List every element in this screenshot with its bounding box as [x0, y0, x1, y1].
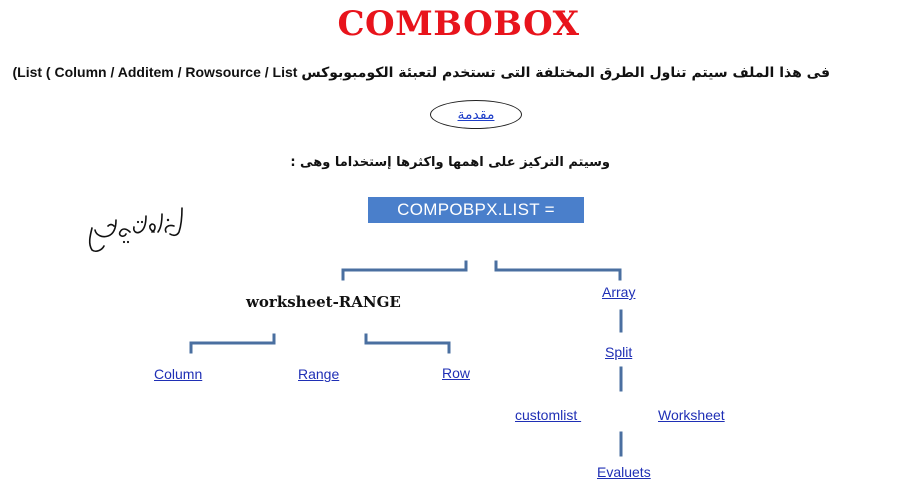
- connector-root-left: [343, 262, 466, 279]
- intro-methods: (List ( Column / Additem / Rowsource / List: [12, 64, 298, 80]
- intro-link-button[interactable]: مقدمة: [430, 100, 522, 129]
- range-link[interactable]: Range: [298, 366, 340, 382]
- split-link[interactable]: Split: [605, 344, 633, 360]
- worksheet-range-node: worksheet-RANGE: [246, 293, 401, 311]
- customlist-link[interactable]: customlist: [515, 407, 582, 423]
- intro-text: [12, 64, 830, 81]
- array-link[interactable]: Array: [602, 284, 636, 300]
- connector-column-range: [191, 335, 274, 352]
- evaluets-link[interactable]: Evaluets: [597, 464, 651, 480]
- page-title: COMBOBOX: [337, 4, 580, 44]
- worksheet-link[interactable]: Worksheet: [658, 407, 725, 423]
- intro-arabic: فى هذا الملف سيتم تناول الطرق المختلفة التى تستخدم لتعبئة الكومبوبوكس: [301, 65, 830, 81]
- signature-image: [78, 198, 193, 258]
- column-link[interactable]: Column: [154, 366, 203, 382]
- row-link[interactable]: Row: [442, 365, 471, 381]
- root-node: COMPOBPX.LIST =: [368, 197, 584, 223]
- connector-row: [366, 335, 449, 352]
- focus-text: وسيتم التركيز على اهمها واكثرها إستخداما وهى :: [290, 155, 610, 170]
- connector-root-right: [496, 262, 620, 279]
